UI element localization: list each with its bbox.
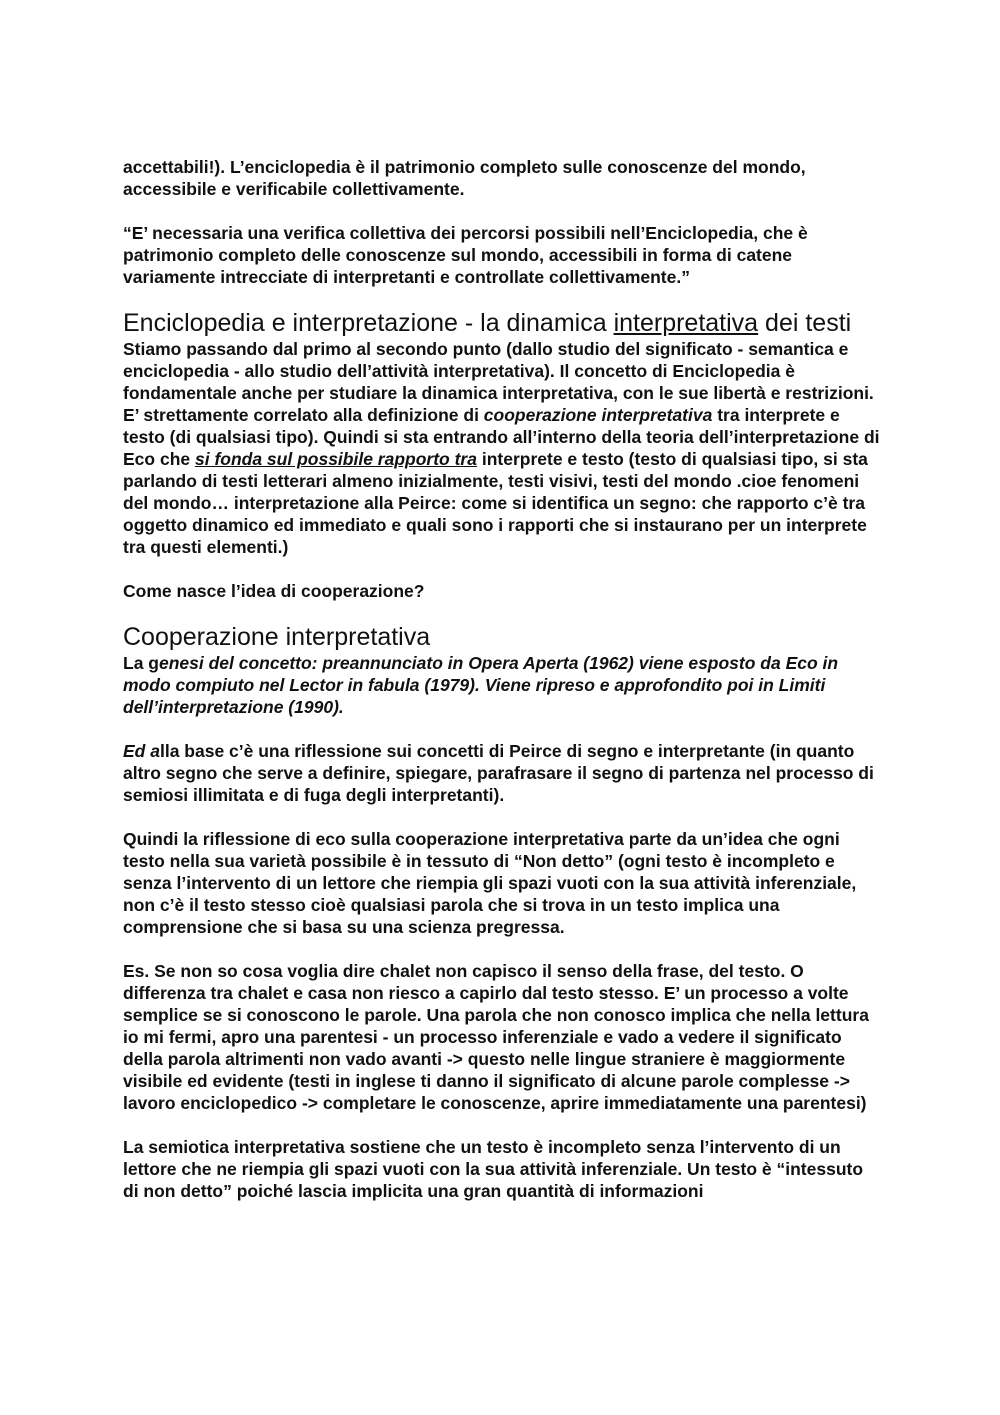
text-italic: cooperazione interpretativa: [483, 405, 713, 425]
paragraph-dinamica: [123, 338, 883, 558]
text-part: interprete e testo (testo di qualsiasi tipo, si sta parlando di testi letterari almeno inizialmente, testi visivi, testi del mondo .cioe fenomeni del mondo… interpretazione alla Peirce: come si identifica un segno: che rapporto c’è tra oggetto dinamico ed immediato e quali sono i rapporti che si instaurano per un interprete tra questi elementi.): [123, 449, 868, 557]
paragraph-question: Come nasce l’idea di cooperazione?: [123, 581, 425, 601]
heading-text-before: Enciclopedia e interpretazione - la dinamica: [123, 309, 614, 337]
text-italic: Ed a: [123, 741, 160, 761]
heading-text-underlined: interpretativa: [613, 309, 759, 337]
section-heading-enciclopedia: [123, 308, 883, 338]
text-italic: enesi del concetto: preannunciato in Opera Aperta (1962) viene esposto da Eco in modo compiuto nel Lector in fabula (1979). Viene ripreso e approfondito poi in Limiti dell’interpretazione (1990).: [123, 653, 839, 717]
paragraph-peirce: [123, 740, 883, 806]
text-part: lla base c’è una riflessione sui concetti di Peirce di segno e interpretante (in quanto altro segno che serve a definire, spiegare, parafrasare il segno di partenza nel processo di semiosi illimitata e di fuga degli interpretanti).: [123, 741, 874, 805]
heading-text-after: dei testi: [758, 309, 852, 337]
paragraph-semiotica: La semiotica interpretativa sostiene che un testo è incompleto senza l’intervento di un lettore che ne riempia gli spazi vuoti con la sua attività inferenziale. Un testo è “intessuto di non detto” poiché lascia implicita una gran quantità di informazioni: [123, 1137, 864, 1201]
text-part: Stiamo passando dal primo al secondo punto (dallo studio del significato - semantica e enciclopedia - allo studio dell’attività interpretativa). Il concetto di Enciclopedia è fondamentale anche per studiare la dinamica interpretativa, con le sue libertà e restrizioni. E’ strettamente correlato alla definizione di: [123, 339, 874, 425]
text-part: tra interprete e testo (di qualsiasi tipo). Quindi si sta entrando all’interno della teoria dell’interpretazione di Eco che: [123, 405, 880, 469]
document-page: [123, 156, 883, 1202]
text-underlined-italic: si fonda sul possibile rapporto tra: [194, 449, 477, 469]
section-heading-cooperazione: Cooperazione interpretativa: [123, 623, 431, 651]
paragraph-genesi: [123, 652, 883, 718]
text-part: La g: [123, 653, 159, 673]
paragraph-quindi: Quindi la riflessione di eco sulla cooperazione interpretativa parte da un’idea che ogni testo nella sua varietà possibile è in tessuto di “Non detto” (ogni testo è incompleto e senza l’intervento di un lettore che riempia gli spazi vuoti con la sua attività inferenziale, non c’è il testo stesso cioè qualsiasi parola che si trova in un testo implica una comprensione che si basa su una scienza pregressa.: [123, 829, 857, 937]
paragraph-intro: accettabili!). L’enciclopedia è il patrimonio completo sulle conoscenze del mondo, accessibile e verificabile collettivamente.: [123, 157, 806, 199]
paragraph-esempio: Es. Se non so cosa voglia dire chalet non capisco il senso della frase, del testo. O differenza tra chalet e casa non riesco a capirlo dal testo stesso. E’ un processo a volte semplice se si conoscono le parole. Una parola che non conosco implica che nella lettura io mi fermi, apro una parentesi - un processo inferenziale e vado a vedere il significato della parola altrimenti non vado avanti -> questo nelle lingue straniere è maggiormente visibile ed evidente (testi in inglese ti danno il significato di alcune parole complesse -> lavoro enciclopedico -> completare le conoscenze, aprire immediatamente una parentesi): [123, 961, 869, 1113]
paragraph-quote: “E’ necessaria una verifica collettiva dei percorsi possibili nell’Enciclopedia, che è patrimonio completo delle conoscenze sul mondo, accessibili in forma di catene variamente intrecciate di interpretanti e controllate collettivamente.”: [123, 223, 808, 287]
